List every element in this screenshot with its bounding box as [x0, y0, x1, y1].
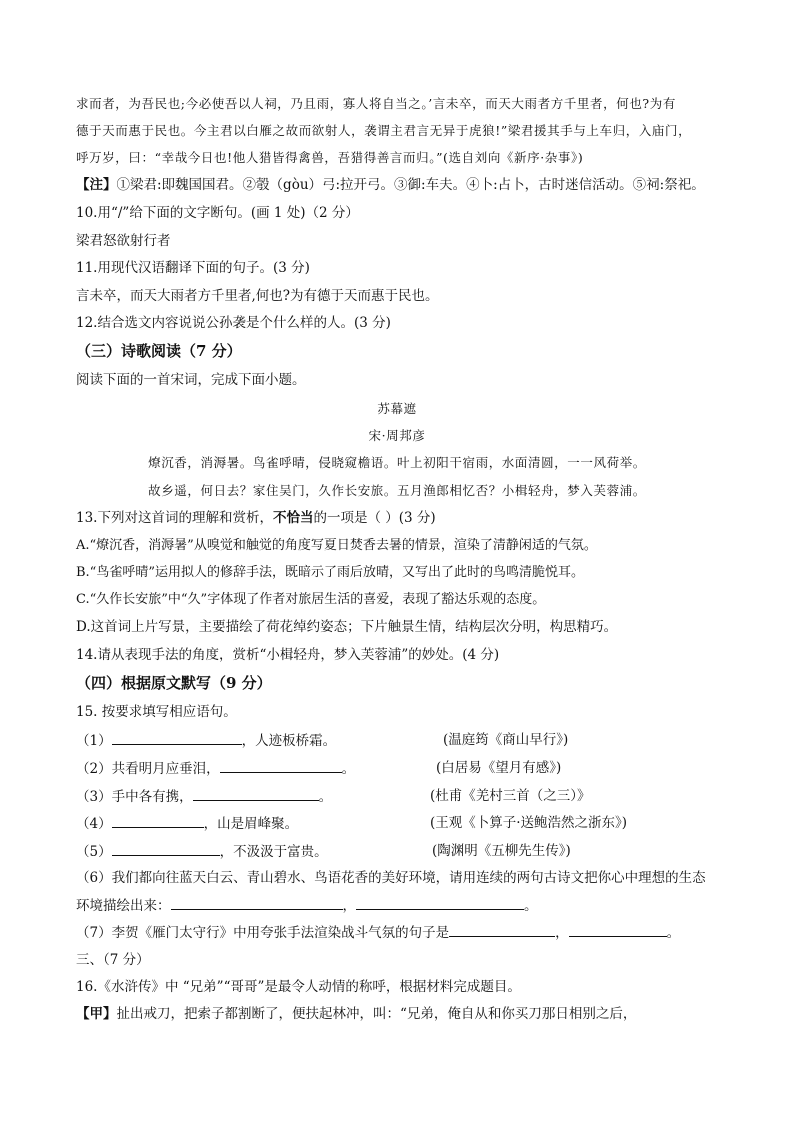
question-13-stem: 13.下列对这首词的理解和赏析，	[76, 510, 273, 526]
recite-item-5	[76, 842, 328, 861]
question-13-tail: 的一项是（ ）(3 分)	[313, 510, 436, 526]
section-heading-poetry: （三）诗歌阅读（7 分）	[76, 342, 242, 360]
question-10-text: 梁君怒欲射行者	[76, 233, 171, 249]
recite-source-1: (温庭筠《商山早行》)	[443, 732, 569, 748]
item-text: ，山是眉峰聚。	[203, 816, 299, 832]
fill-blank[interactable]	[112, 842, 220, 856]
item-number: （2）	[76, 761, 112, 777]
item-number: （4）	[76, 816, 112, 832]
option-d: D.这首词上片写景，主要描绘了荷花绰约姿态；下片触景生情，结构层次分明，构思精巧。	[76, 619, 618, 635]
fill-blank[interactable]	[193, 787, 319, 801]
recite-item-4	[76, 814, 298, 833]
recite-item-2	[76, 759, 355, 778]
item-text: 。	[524, 898, 538, 914]
question-13-emphasis: 不恰当	[272, 510, 314, 526]
recite-item-6-line-2	[76, 896, 538, 915]
item-text: 环境描绘出来：	[76, 898, 171, 914]
poem-author: 宋·周邦彦	[368, 428, 426, 443]
question-15: 15. 按要求填写相应语句。	[76, 704, 237, 720]
recite-item-7	[76, 923, 680, 942]
recite-source-4: (王观《卜算子·送鲍浩然之浙东》)	[430, 815, 628, 831]
fill-blank[interactable]	[356, 896, 524, 910]
material-jia	[76, 1005, 636, 1023]
item-number: （5）	[76, 844, 112, 860]
item-text: ，人迹板桥霜。	[241, 733, 337, 749]
item-text: （7）李贺《雁门太守行》中用夸张手法渲染战斗气氛的句子是	[76, 925, 450, 941]
question-12: 12.结合选文内容说说公孙袭是个什么样的人。(3 分)	[76, 315, 391, 331]
passage-line-1: 求而者，为吾民也;今必使吾以人祠，乃且雨，寡人将自当之。’言未卒，而天大雨者方千里者，何也?为有	[76, 96, 676, 111]
section-heading-three: 三、（7 分）	[76, 952, 150, 968]
recite-source-3: (杜甫《羌村三首（之三）》	[430, 788, 591, 804]
item-text: 手中各有携，	[111, 789, 193, 805]
recite-item-3	[76, 787, 332, 806]
poem-title: 苏幕遮	[377, 401, 417, 416]
question-14: 14.请从表现手法的角度，赏析“小楫轻舟，梦入芙蓉浦”的妙处。(4 分)	[76, 647, 500, 663]
poem-line-2: 故乡遥，何日去？家住吴门，久作长安旅。五月渔郎相忆否？小楫轻舟，梦入芙蓉浦。	[148, 483, 646, 498]
fill-blank[interactable]	[449, 923, 555, 937]
question-16: 16.《水浒传》中 “兄弟”“哥哥”是最令人动情的称呼，根据材料完成题目。	[76, 979, 521, 995]
item-text: 共看明月应垂泪，	[111, 761, 220, 777]
option-b: B.“鸟雀呼晴”运用拟人的修辞手法，既暗示了雨后放晴，又写出了此时的鸟鸣清脆悦耳。	[76, 565, 584, 580]
fill-blank[interactable]	[569, 923, 667, 937]
fill-blank[interactable]	[220, 759, 342, 773]
item-number: （3）	[76, 789, 112, 805]
item-text: 。	[341, 761, 356, 777]
question-11-sentence: 言未卒，而天大雨者方千里者,何也?为有德于天而惠于民也。	[76, 288, 439, 304]
question-13	[76, 509, 436, 527]
fill-blank[interactable]	[171, 896, 343, 910]
item-text: 。	[318, 789, 333, 805]
poetry-intro: 阅读下面的一首宋词，完成下面小题。	[76, 372, 306, 388]
recite-source-2: (白居易《望月有感》)	[436, 760, 562, 776]
note-label: 【注】	[76, 177, 117, 193]
passage-line-3: 呼万岁，曰：“幸哉今日也!他人猎皆得禽兽，吾猎得善言而归。”(选自刘向《新序·杂事》)	[76, 150, 584, 165]
passage-line-2: 德于天而惠于民也。今主君以白雁之故而欲射人，袭谓主君言无异于虎狼!”梁君援其手与上车归，入庙门，	[76, 123, 692, 138]
option-c: C.“久作长安旅”中“久”字体现了作者对旅居生活的喜爱，表现了豁达乐观的态度。	[76, 592, 546, 607]
fill-blank[interactable]	[112, 814, 204, 828]
material-jia-text: 【甲】扯出戒刀，把索子都割断了，便扶起林冲，叫：“兄弟，俺自从和你买刀那日相别之后，	[76, 1006, 637, 1022]
recite-item-1	[76, 731, 336, 750]
note-text: ①梁君:即魏国国君。②彀（gòu）弓:拉开弓。③御:车夫。④卜:占卜，古时迷信活动。⑤祠:祭祀。	[116, 177, 705, 193]
question-11: 11.用现代汉语翻译下面的句子。(3 分)	[76, 260, 310, 276]
item-text: ，	[555, 925, 569, 941]
question-10: 10.用“/”给下面的文字断句。(画 1 处)（2 分）	[76, 205, 359, 221]
recite-item-6-line-1: （6）我们都向往蓝天白云、青山碧水、鸟语花香的美好环境，请用连续的两句古诗文把你心中理想的生态	[76, 870, 706, 886]
poem-line-1: 燎沉香，消溽暑。鸟雀呼晴，侵晓窥檐语。叶上初阳干宿雨，水面清圆，一一风荷举。	[148, 455, 646, 470]
item-text: ，	[342, 898, 356, 914]
item-text: 。	[666, 925, 681, 941]
item-number: （1）	[76, 733, 112, 749]
annotation-note	[76, 176, 705, 194]
item-text: ，不汲汲于富贵。	[219, 844, 328, 860]
fill-blank[interactable]	[112, 731, 242, 745]
recite-source-5: (陶渊明《五柳先生传》)	[432, 843, 571, 859]
option-a: A.“燎沉香，消溽暑”从嗅觉和触觉的角度写夏日焚香去暑的情景，渲染了清静闲适的气氛。	[76, 538, 597, 553]
section-heading-recitation: （四）根据原文默写（9 分）	[76, 674, 272, 692]
